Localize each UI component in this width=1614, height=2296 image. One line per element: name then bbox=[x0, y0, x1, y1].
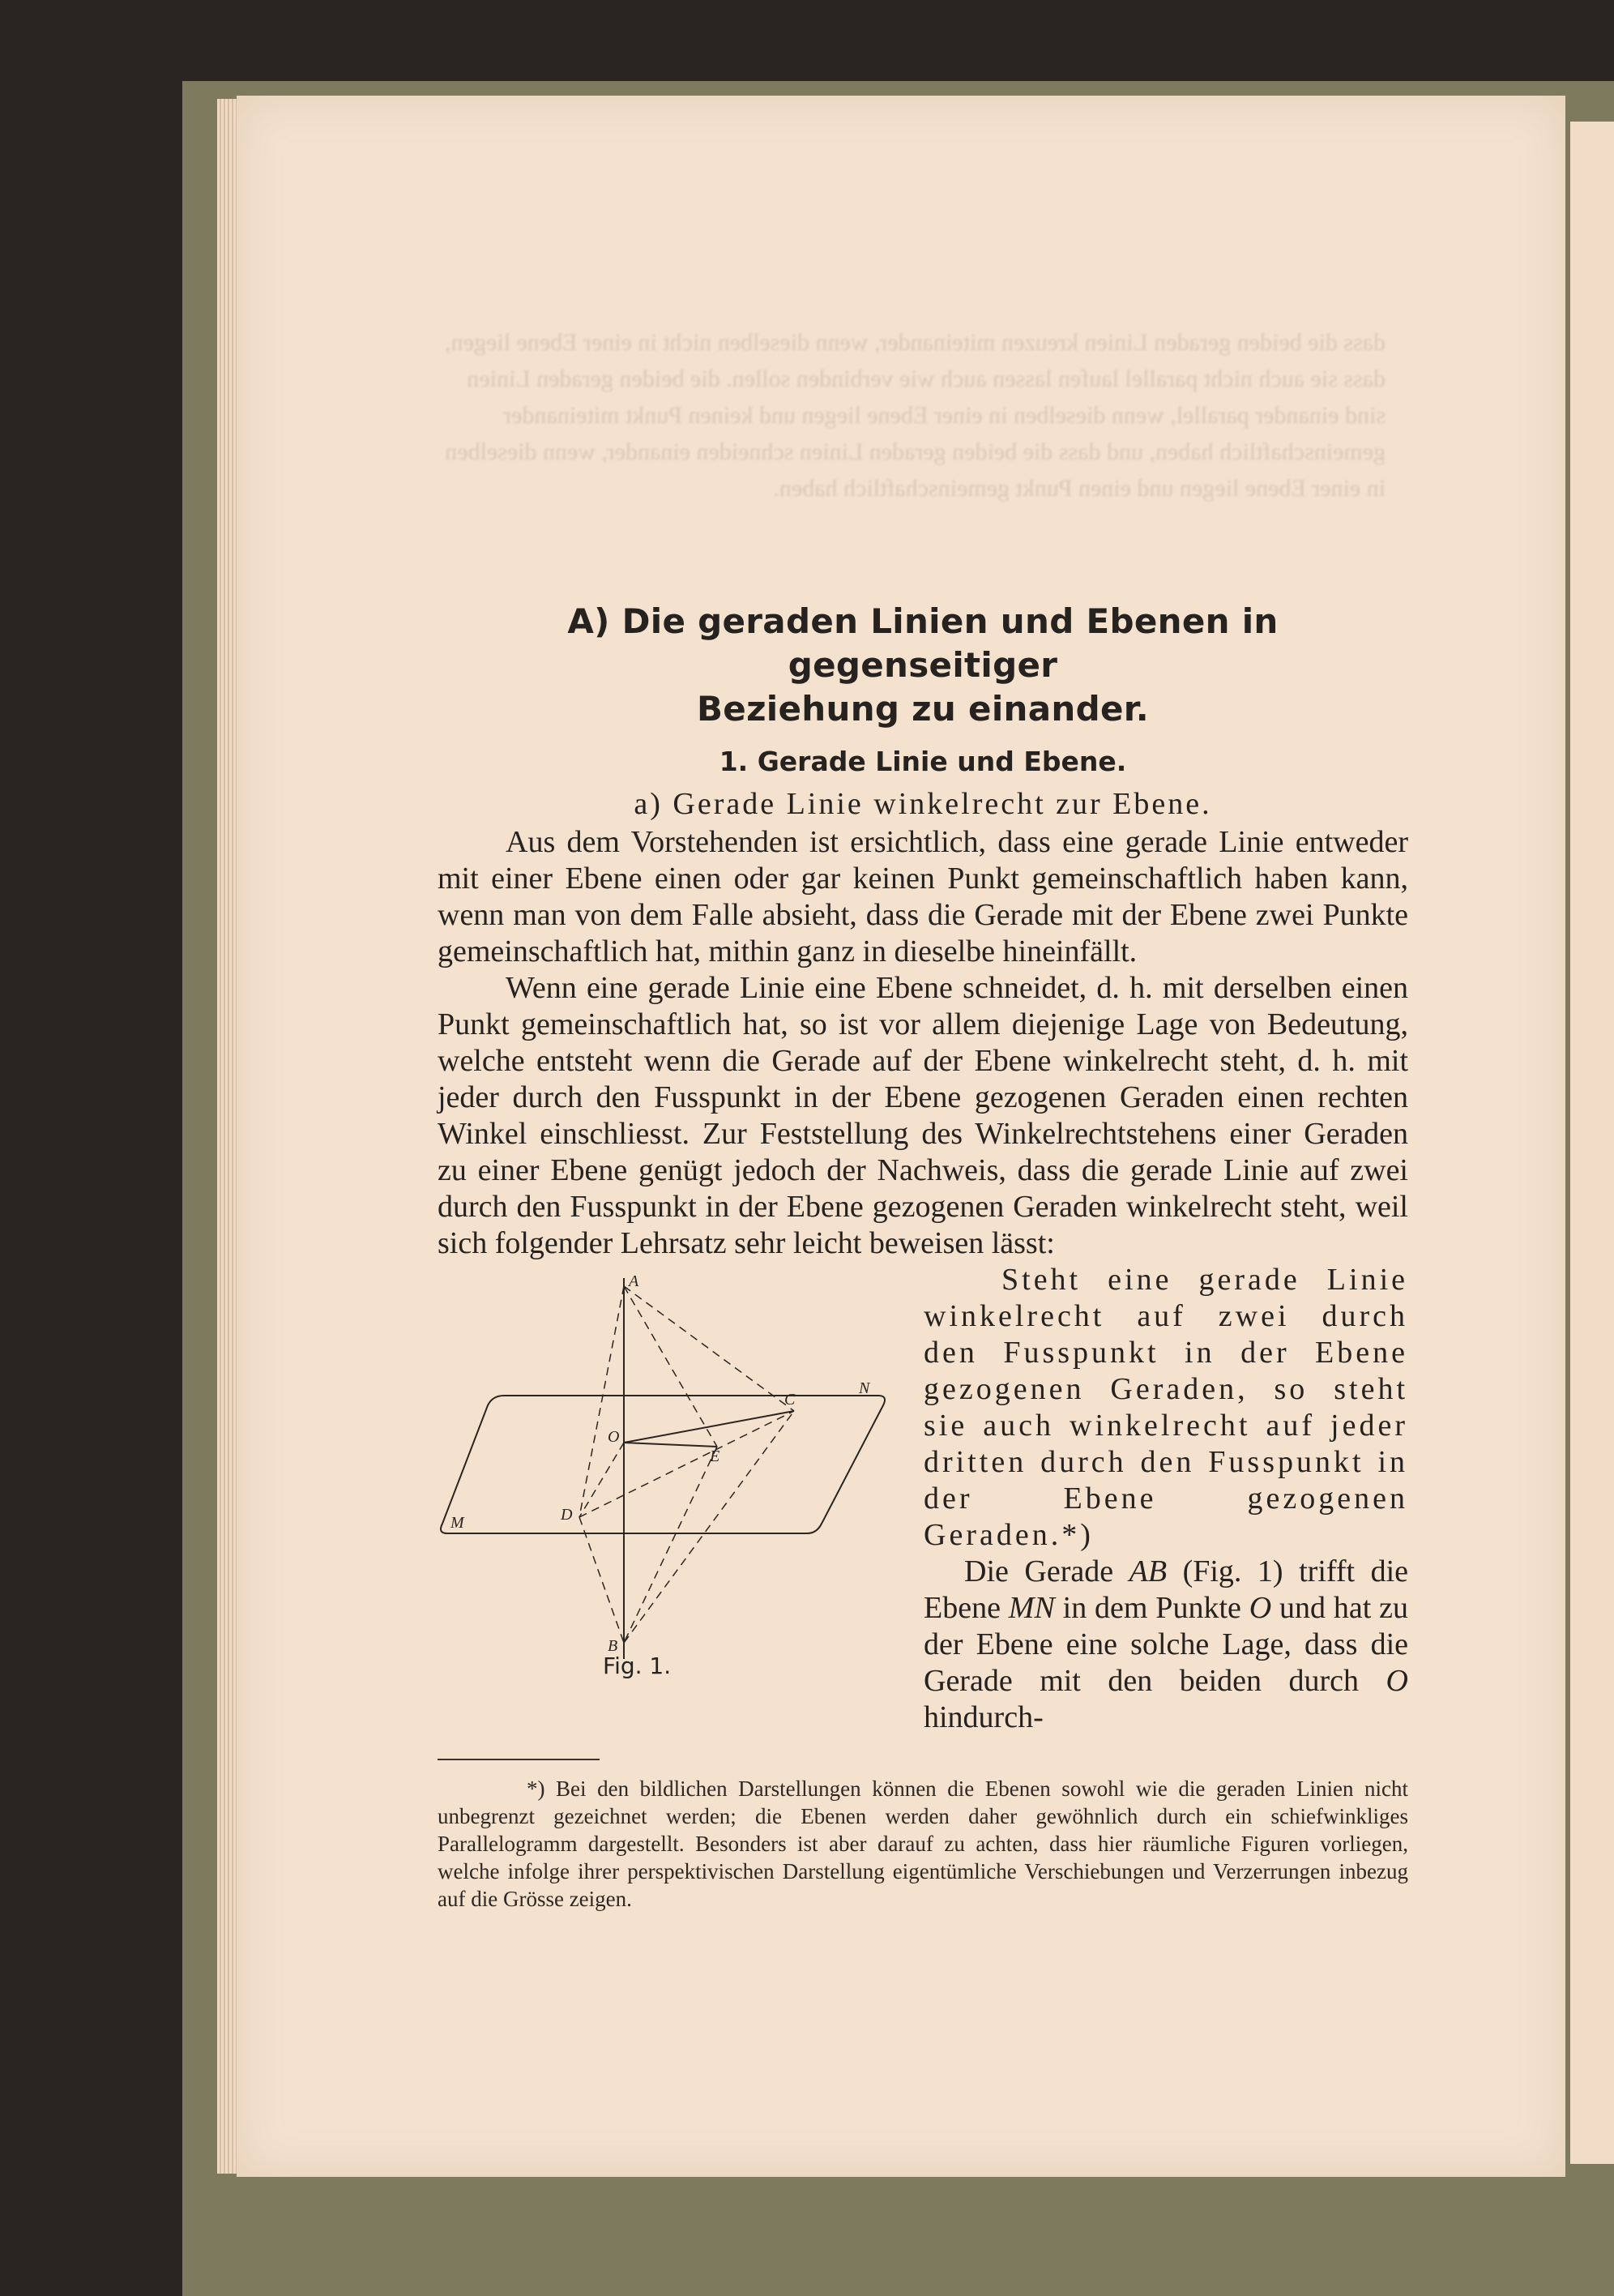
p3-t4: und hat zu der Ebene eine solche Lage, dass die Gerade mit den beiden durch bbox=[924, 1591, 1408, 1698]
label-c: C bbox=[784, 1391, 796, 1409]
subsubsection-title: a) Gerade Linie winkelrecht zur Ebene. bbox=[634, 787, 1212, 821]
label-b: B bbox=[608, 1637, 618, 1655]
label-d: D bbox=[561, 1506, 573, 1524]
line-db bbox=[579, 1517, 624, 1643]
line-dc bbox=[579, 1411, 794, 1517]
footnote: *) Bei den bildlichen Darstellungen können die Ebenen sowohl wie die geraden Linien nicht unbegrenzt gezeichnet werden; die Ebenen werden daher gewöhnlich durch ein schiefwinkliges Parallelogramm dargestellt. Besonders ist aber darauf zu achten, dass hier räumliche Figuren vorliegen, welche infolge ihrer perspektivischen Darstellung eigentümliche Verschiebungen und Verzerrungen inbezug auf die Grösse zeigen. bbox=[438, 1777, 1408, 1911]
subsection-title: 1. Gerade Linie und Ebene. bbox=[719, 746, 1127, 777]
p3-t1: Die Gerade bbox=[964, 1554, 1129, 1588]
p3-o2: O bbox=[1386, 1664, 1408, 1698]
p3-o1: O bbox=[1249, 1591, 1272, 1625]
paragraph-3 bbox=[924, 1554, 1408, 1736]
theorem: Steht eine gerade Linie winkelrecht auf zwei durch den Fusspunkt in der Ebene gezogenen Geraden, so steht sie auch winkelrecht auf jeder dritten durch den Fusspunkt in der Ebene gezogenen Geraden.*) bbox=[924, 1263, 1408, 1552]
label-n: N bbox=[859, 1379, 870, 1397]
line-ac bbox=[624, 1286, 794, 1411]
line-eb bbox=[624, 1447, 720, 1643]
label-o: O bbox=[608, 1428, 620, 1446]
section-title bbox=[438, 600, 1408, 731]
figure-1-diagram bbox=[438, 1262, 924, 1691]
paragraph-1: Aus dem Vorstehenden ist ersichtlich, dass eine gerade Linie entweder mit einer Ebene einen oder gar keinen Punkt gemeinschaftlich haben kann, wenn man von dem Falle absieht, dass die Gerade mit der Ebene zwei Punkte gemeinschaftlich hat, mithin ganz in dieselbe hineinfällt. bbox=[438, 825, 1408, 968]
line-oe bbox=[624, 1443, 717, 1447]
label-e: E bbox=[710, 1447, 720, 1465]
label-m: M bbox=[450, 1514, 464, 1532]
figure-caption: Fig. 1. bbox=[603, 1653, 672, 1679]
paragraph-2: Wenn eine gerade Linie eine Ebene schneidet, d. h. mit derselben einen Punkt gemeinschaftlich hat, so ist vor allem diejenige Lage von Bedeutung, welche entsteht wenn die Gerade auf der Ebene winkelrecht steht, d. h. mit jeder durch den Fusspunkt in der Ebene gezogenen Geraden einen rechten Winkel einschliesst. Zur Feststellung des Winkelrechtstehens einer Geraden zu einer Ebene genügt jedoch der Nachweis, dass die gerade Linie auf zwei durch den Fusspunkt in der Ebene gezogenen Geraden winkelrecht steht, weil sich folgender Lehrsatz sehr leicht beweisen lässt: bbox=[438, 971, 1408, 1260]
p3-t2: (Fig. 1) trifft die Ebene bbox=[924, 1554, 1409, 1625]
plane-mn bbox=[441, 1396, 885, 1533]
p3-t3: in dem Punkte bbox=[1054, 1591, 1249, 1625]
page-content bbox=[438, 600, 1408, 1913]
figure-1 bbox=[438, 1262, 924, 1736]
figure-row bbox=[438, 1262, 1408, 1736]
figure-side-text bbox=[924, 1262, 1408, 1736]
label-a: A bbox=[629, 1272, 639, 1290]
section-title-line2: Beziehung zu einander. bbox=[696, 689, 1150, 729]
line-ad bbox=[579, 1286, 624, 1517]
line-oc bbox=[624, 1411, 794, 1443]
line-ae bbox=[624, 1286, 717, 1447]
section-title-line1: A) Die geraden Linien und Ebenen in gegenseitiger bbox=[567, 601, 1279, 685]
footnote-rule bbox=[438, 1759, 600, 1760]
p3-ab: AB bbox=[1129, 1554, 1168, 1588]
p3-mn: MN bbox=[1008, 1591, 1055, 1625]
p3-t5: hindurch- bbox=[924, 1700, 1044, 1734]
facing-page-edge bbox=[1570, 122, 1614, 2164]
bleed-through-text: dass die beiden geraden Linien kreuzen miteinander, wenn dieselben nicht in einer Ebene liegen, dass sie auch nicht parallel laufen lassen auch wie verbinden sollen. die beiden geraden Linien sind einander parallel, wenn dieselben in einer Ebene liegen und keinen Punkt miteinander gemeinschaftlich haben, und dass die beiden geraden Linien schneiden einander, wenn dieselben in einer Ebene liegen und einen Punkt gemeinschaftlich haben. bbox=[445, 329, 1386, 502]
